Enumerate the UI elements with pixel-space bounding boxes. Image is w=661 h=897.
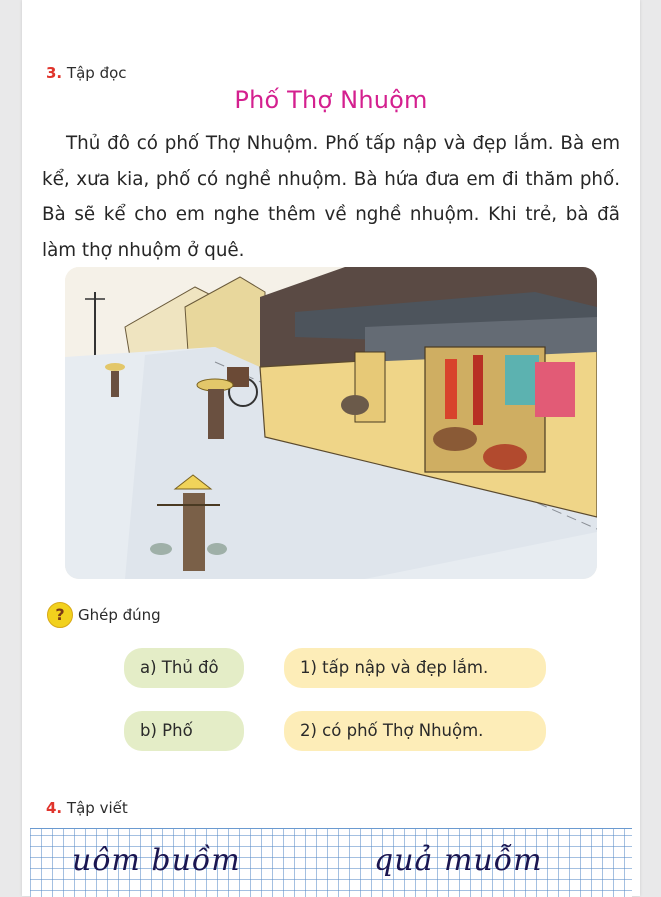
reading-title: Phố Thợ Nhuộm <box>234 86 428 114</box>
section-4-label: Tập viết <box>66 799 128 817</box>
reading-line-2: Bà em kể, xưa kia, phố có nghề nhuộm. Bà hứa đưa <box>42 133 620 190</box>
reading-line-1: Thủ đô có phố Thợ Nhuộm. Phố tấp nập và đẹp lắm. <box>66 133 554 154</box>
section-3-heading <box>46 64 127 82</box>
textbook-page <box>22 0 640 896</box>
section-4-heading <box>46 799 128 817</box>
match-right-2[interactable]: 2) có phố Thợ Nhuộm. <box>284 711 546 751</box>
reading-line-3: em đi thăm phố. Bà sẽ kể cho em nghe thêm về nghề <box>42 168 621 225</box>
question-mark-icon: ? <box>47 602 73 628</box>
reading-line-4: nhuộm. Khi trẻ, bà đã làm thợ nhuộm ở quê. <box>42 204 620 261</box>
section-4-number: 4. <box>46 799 63 817</box>
street-illustration <box>65 267 597 579</box>
match-left-b[interactable]: b) Phố <box>124 711 244 751</box>
reading-paragraph <box>42 126 620 268</box>
section-3-label: Tập đọc <box>66 64 127 82</box>
handwriting-word-2: quả muỗm <box>374 843 543 878</box>
handwriting-grid <box>30 828 632 897</box>
question-label: Ghép đúng <box>78 606 161 624</box>
section-3-number: 3. <box>46 64 63 82</box>
match-right-1[interactable]: 1) tấp nập và đẹp lắm. <box>284 648 546 688</box>
handwriting-word-1: uôm buồm <box>72 843 241 878</box>
match-left-a[interactable]: a) Thủ đô <box>124 648 244 688</box>
